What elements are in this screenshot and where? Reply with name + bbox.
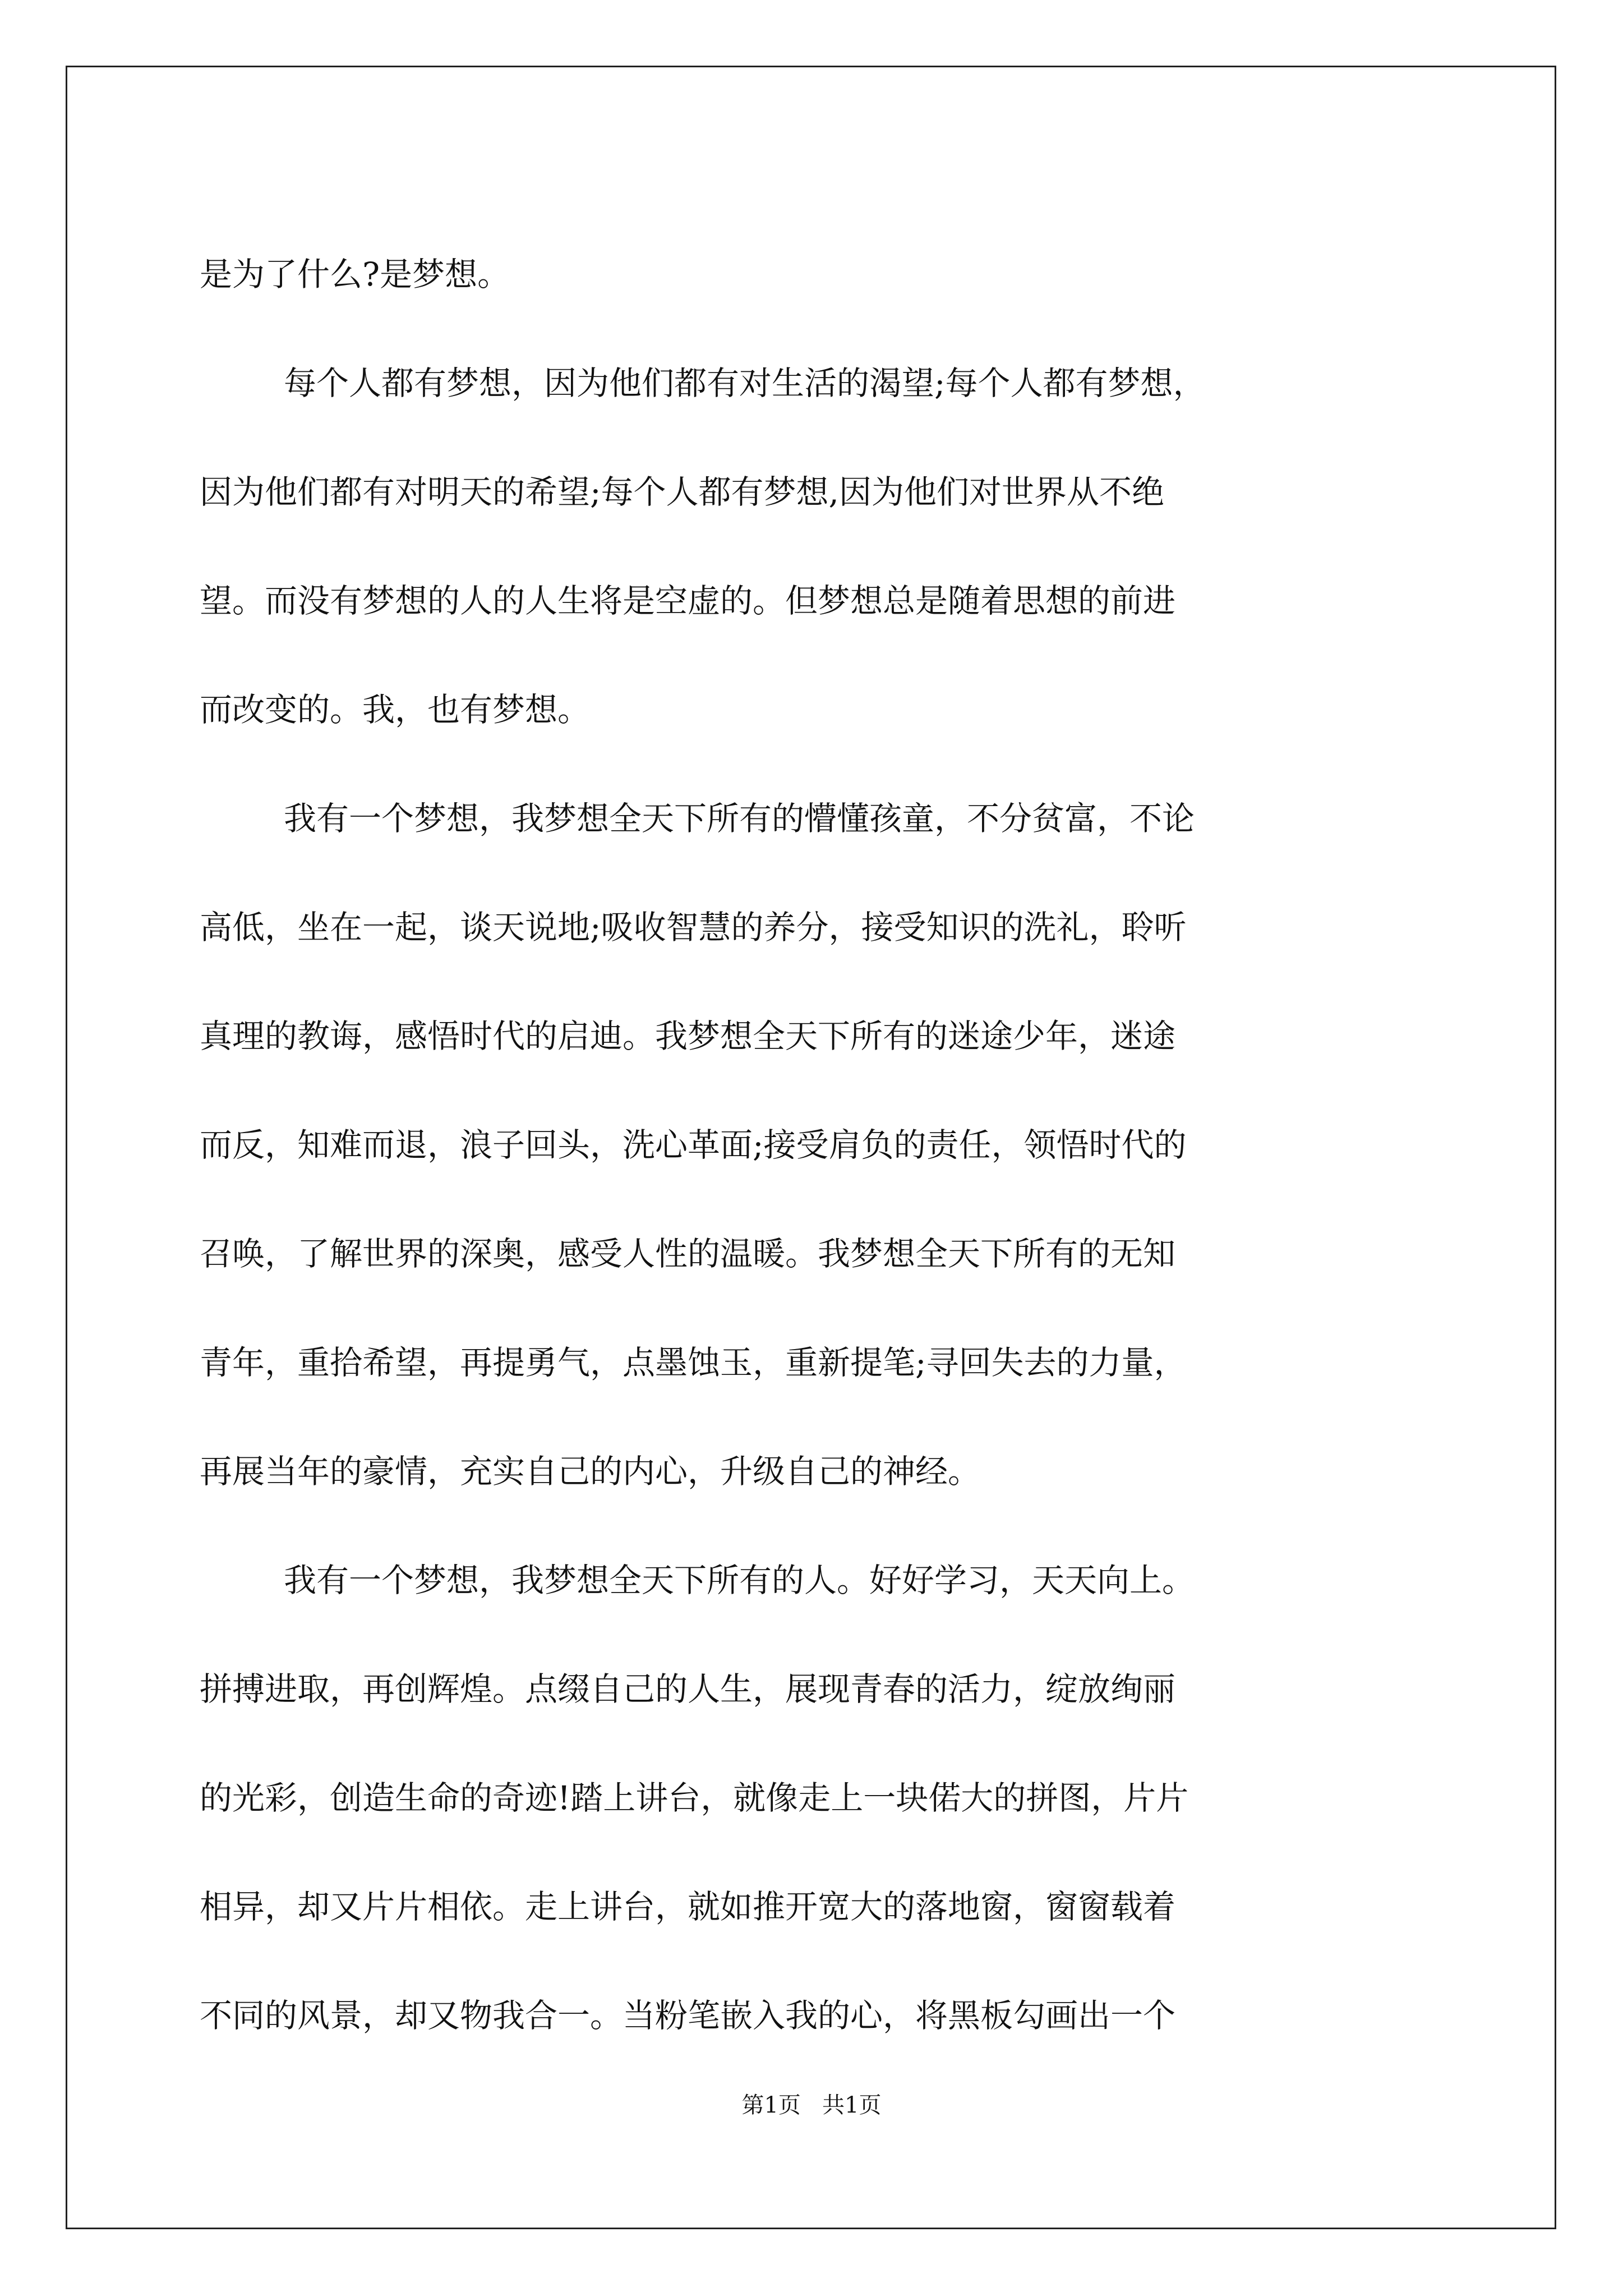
text-line: 召唤，了解世界的深奥，感受人性的温暖。我梦想全天下所有的无知 — [200, 1235, 1176, 1273]
text-line: 我有一个梦想，我梦想全天下所有的懵懂孩童，不分贫富，不论 — [284, 799, 1195, 838]
document-body — [200, 220, 1422, 2070]
text-line: 因为他们都有对明天的希望;每个人都有梦想,因为他们对世界从不绝 — [200, 473, 1164, 511]
text-line: 的光彩，创造生命的奇迹!踏上讲台，就像走上一块偌大的拼图，片片 — [200, 1779, 1189, 1817]
text-line: 真理的教诲，感悟时代的启迪。我梦想全天下所有的迷途少年，迷途 — [200, 1017, 1176, 1055]
text-line: 相异，却又片片相依。走上讲台，就如推开宽大的落地窗，窗窗载着 — [200, 1888, 1176, 1926]
text-line: 而反，知难而退，浪子回头，洗心革面;接受肩负的责任，领悟时代的 — [200, 1126, 1187, 1164]
text-line: 每个人都有梦想，因为他们都有对生活的渴望;每个人都有梦想， — [284, 364, 1206, 402]
text-line: 而改变的。我，也有梦想。 — [200, 691, 591, 729]
page-footer: 第1页 共1页 — [741, 2092, 882, 2118]
text-line: 青年，重拾希望，再提勇气，点墨蚀玉，重新提笔;寻回失去的力量， — [200, 1343, 1187, 1382]
text-line: 再展当年的豪情，充实自己的内心，升级自己的神经。 — [200, 1452, 981, 1490]
text-line: 望。而没有梦想的人的人生将是空虚的。但梦想总是随着思想的前进 — [200, 582, 1176, 620]
text-line: 是为了什么?是梦想。 — [200, 255, 510, 293]
text-line: 我有一个梦想，我梦想全天下所有的人。好好学习，天天向上。 — [284, 1561, 1195, 1599]
text-line: 不同的风景，却又物我合一。当粉笔嵌入我的心，将黑板勾画出一个 — [200, 1996, 1176, 2035]
text-line: 高低，坐在一起，谈天说地;吸收智慧的养分，接受知识的洗礼，聆听 — [200, 908, 1187, 946]
text-line: 拼搏进取，再创辉煌。点缀自己的人生，展现青春的活力，绽放绚丽 — [200, 1670, 1176, 1708]
